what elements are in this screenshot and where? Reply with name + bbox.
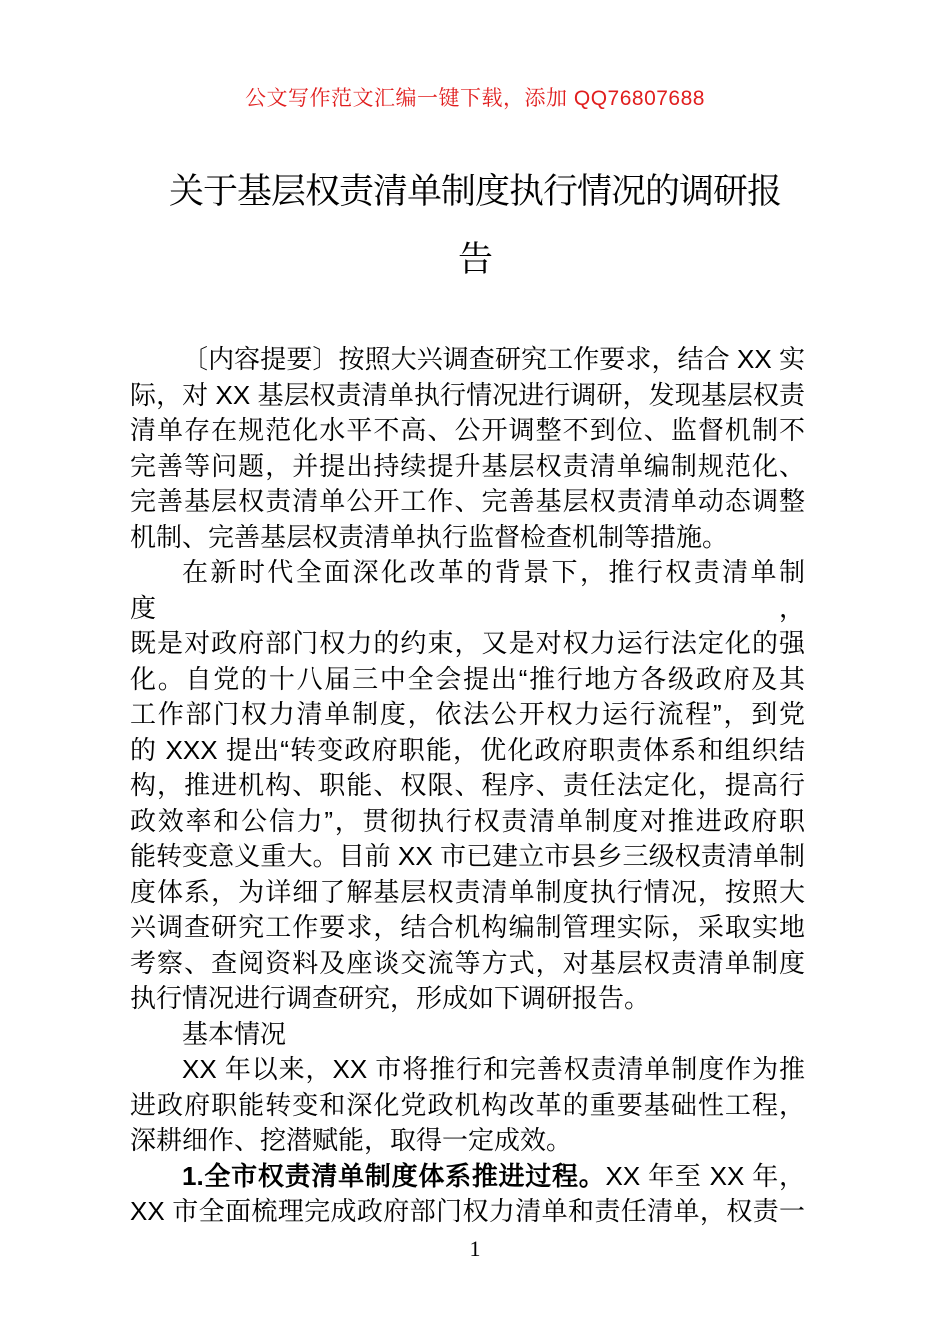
text-line [130, 520, 805, 556]
text-line [130, 875, 805, 911]
text-line [130, 910, 805, 946]
text-run: 政效率和公信力”，贯彻执行权责清单制度对推进政府职 [130, 805, 805, 836]
text-run: 基本情况 [182, 1018, 287, 1049]
text-run: XX 年以来，XX 市将推行和完善权责清单制度作为推 [182, 1054, 805, 1084]
bold-run: 1.全市权责清单制度体系推进过程。 [182, 1160, 606, 1191]
text-line [130, 733, 805, 769]
header-ad-notice: 公文写作范文汇编一键下载，添加 QQ76807688 [245, 87, 705, 110]
text-line [130, 1123, 805, 1159]
text-run: 机制、完善基层权责清单执行监督检查机制等措施。 [130, 521, 729, 552]
text-line [130, 555, 805, 626]
text-run: 深耕细作、挖潜赋能，取得一定成效。 [130, 1125, 573, 1155]
text-run: 既是对政府部门权力的约束，又是对权力运行法定化的强 [130, 628, 805, 658]
text-run: 的 XXX 提出“转变政府职能，优化政府职责体系和组织结 [130, 734, 805, 765]
text-run: 进政府职能转变和深化党政机构改革的重要基础性工程， [130, 1089, 805, 1120]
text-line [130, 378, 805, 414]
title-line-2: 告 [457, 240, 492, 279]
text-line [130, 946, 805, 982]
text-line [130, 1194, 805, 1230]
document-body [130, 342, 805, 1230]
text-line [130, 804, 805, 840]
page-number: 1 [469, 1235, 481, 1261]
text-run: 构，推进机构、职能、权限、程序、责任法定化，提高行 [130, 770, 805, 800]
title-line-1: 关于基层权责清单制度执行情况的调研报 [168, 172, 781, 211]
text-line [130, 449, 805, 485]
text-line [130, 484, 805, 520]
text-run: 完善基层权责清单公开工作、完善基层权责清单动态调整 [130, 486, 805, 516]
text-run: 〔内容提要〕按照大兴调查研究工作要求，结合 XX 实 [182, 344, 805, 374]
text-run: 考察、查阅资料及座谈交流等方式，对基层权责清单制度 [130, 947, 805, 978]
text-line [130, 981, 805, 1017]
text-run: XX 年至 XX 年， [605, 1160, 805, 1191]
text-run: 能转变意义重大。目前 XX 市已建立市县乡三级权责清单制 [130, 841, 805, 871]
text-line [130, 839, 805, 875]
text-line [130, 1052, 805, 1088]
text-line [130, 768, 805, 804]
text-run: 工作部门权力清单制度，依法公开权力运行流程”，到党 [130, 699, 805, 729]
text-run: 在新时代全面深化改革的背景下，推行权责清单制度， [130, 557, 805, 623]
text-line [130, 1017, 805, 1053]
text-run: 际，对 XX 基层权责清单执行情况进行调研，发现基层权责 [130, 379, 805, 410]
document-title [0, 158, 950, 294]
text-run: 化。自党的十八届三中全会提出“推行地方各级政府及其 [130, 663, 805, 694]
text-run: 完善等问题，并提出持续提升基层权责清单编制规范化、 [130, 450, 805, 481]
text-line [130, 626, 805, 662]
text-line [130, 697, 805, 733]
text-run: 清单存在规范化水平不高、公开调整不到位、监督机制不 [130, 415, 805, 445]
text-run: 兴调查研究工作要求，结合机构编制管理实际，采取实地 [130, 912, 805, 942]
text-line [130, 413, 805, 449]
text-line [130, 1159, 805, 1195]
text-run: 度体系，为详细了解基层权责清单制度执行情况，按照大 [130, 876, 805, 907]
text-line [130, 342, 805, 378]
text-line [130, 1088, 805, 1124]
text-line [130, 662, 805, 698]
text-run: XX 市全面梳理完成政府部门权力清单和责任清单，权责一 [130, 1196, 805, 1226]
text-run: 执行情况进行调查研究，形成如下调研报告。 [130, 983, 651, 1013]
